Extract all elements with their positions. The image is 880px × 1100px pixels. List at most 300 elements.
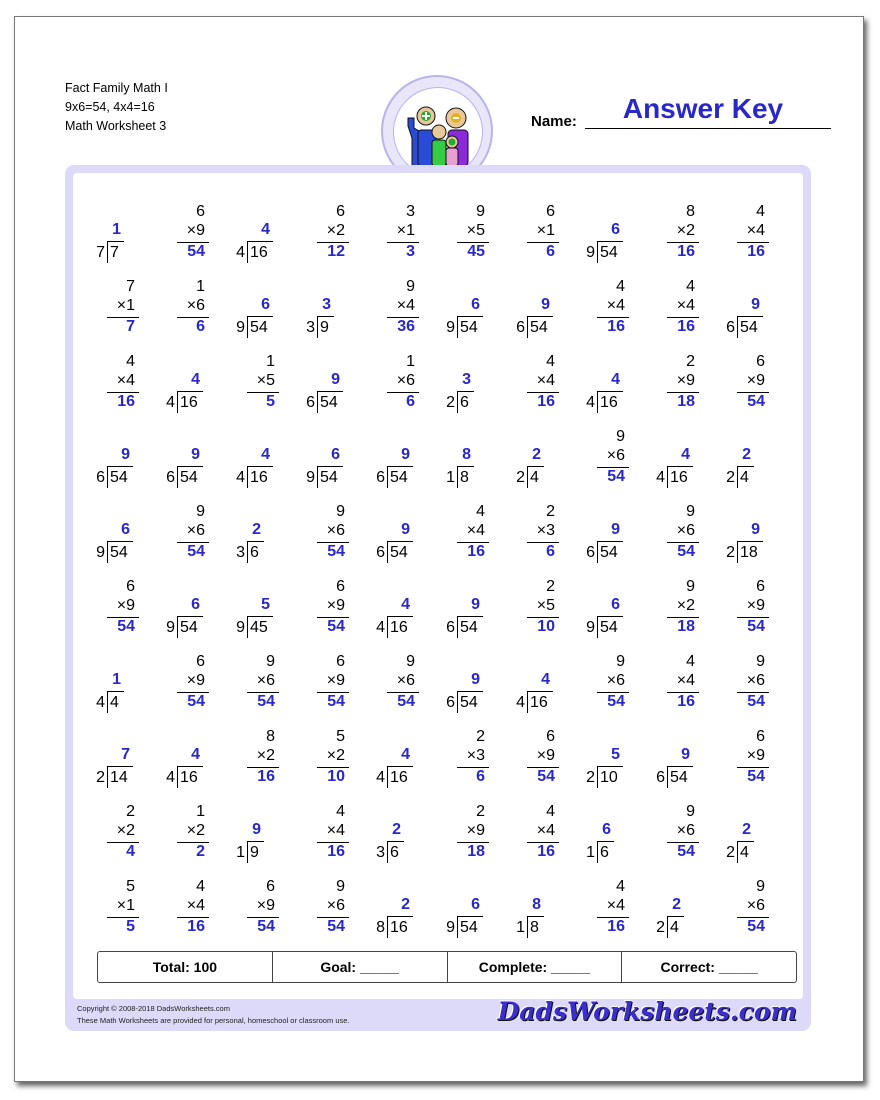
dividend: 54: [250, 319, 268, 336]
product-answer: 16: [677, 693, 695, 710]
factor-bottom-row: ×1: [116, 297, 135, 314]
dividend: 54: [180, 469, 198, 486]
division-bar: [387, 616, 413, 617]
division-bar: [177, 766, 203, 767]
multiplication-problem: [575, 876, 635, 946]
division-problem: [645, 876, 705, 946]
factor-bottom-row: ×9: [116, 597, 135, 614]
division-bracket: [457, 391, 458, 413]
factor-bottom: 9: [126, 597, 135, 614]
multiplication-problem: [435, 801, 495, 871]
divisor: 6: [166, 469, 175, 486]
dividend: 16: [390, 769, 408, 786]
division-bar: [107, 766, 133, 767]
division-problem: [365, 876, 425, 946]
quotient-answer: 9: [331, 371, 340, 388]
factor-bottom: 2: [336, 747, 345, 764]
factor-top: 6: [756, 353, 765, 370]
product-answer: 16: [677, 318, 695, 335]
factor-bottom: 6: [196, 522, 205, 539]
division-bracket: [737, 541, 738, 563]
division-bracket: [247, 616, 248, 638]
division-bar: [597, 241, 623, 242]
factor-top: 4: [686, 278, 695, 295]
factor-bottom: 6: [756, 897, 765, 914]
factor-bottom-row: ×9: [466, 822, 485, 839]
factor-top: 2: [686, 353, 695, 370]
factor-top: 4: [196, 878, 205, 895]
division-bar: [457, 391, 474, 392]
factor-bottom-row: ×2: [326, 747, 345, 764]
multiplication-problem: [435, 726, 495, 796]
divisor: 2: [726, 844, 735, 861]
multiplication-problem: [505, 726, 565, 796]
dividend: 4: [740, 844, 749, 861]
division-bar: [597, 766, 623, 767]
quotient-answer: 6: [611, 596, 620, 613]
division-bracket: [317, 391, 318, 413]
factor-top: 2: [476, 728, 485, 745]
division-bracket: [597, 541, 598, 563]
name-label: Name:: [531, 113, 577, 130]
division-bar: [597, 841, 614, 842]
correct-field[interactable]: Correct: _____: [660, 959, 758, 975]
product-answer: 10: [537, 618, 555, 635]
division-problem: [435, 576, 495, 646]
dividend: 54: [390, 469, 408, 486]
quotient-answer: 2: [532, 446, 541, 463]
factor-top: 9: [406, 653, 415, 670]
division-bracket: [107, 691, 108, 713]
factor-bottom: 4: [686, 672, 695, 689]
divisor: 9: [586, 619, 595, 636]
divisor: 3: [236, 544, 245, 561]
multiplication-problem: [435, 501, 495, 571]
dividend: 54: [460, 919, 478, 936]
division-bar: [177, 616, 203, 617]
quotient-answer: 4: [611, 371, 620, 388]
multiplication-problem: [295, 726, 355, 796]
problem-row: [73, 576, 803, 646]
multiplication-problem: [575, 276, 635, 346]
worksheet-title-block: [65, 79, 168, 136]
dividend: 54: [320, 394, 338, 411]
division-bar: [107, 241, 124, 242]
dividend: 54: [110, 544, 128, 561]
factor-bottom-row: ×6: [746, 897, 765, 914]
quotient-answer: 9: [401, 521, 410, 538]
product-answer: 16: [257, 768, 275, 785]
dividend: 4: [670, 919, 679, 936]
quotient-answer: 8: [462, 446, 471, 463]
divisor: 9: [96, 544, 105, 561]
multiplication-problem: [295, 651, 355, 721]
divisor: 4: [656, 469, 665, 486]
division-bar: [247, 316, 273, 317]
factor-bottom-row: ×3: [466, 747, 485, 764]
product-answer: 54: [747, 768, 765, 785]
divisor: 4: [236, 244, 245, 261]
multiplication-problem: [155, 501, 215, 571]
answer-key-label: Answer Key: [622, 93, 784, 124]
division-bracket: [527, 466, 528, 488]
product-answer: 54: [747, 918, 765, 935]
factor-top: 4: [616, 878, 625, 895]
factor-bottom: 2: [686, 222, 695, 239]
dividend: 54: [600, 619, 618, 636]
dadsworksheets-logo: DadsWorksheets.com: [497, 997, 797, 1026]
factor-bottom-row: ×9: [746, 747, 765, 764]
division-bracket: [457, 316, 458, 338]
factor-top: 9: [266, 653, 275, 670]
product-answer: 18: [467, 843, 485, 860]
factor-bottom: 9: [756, 372, 765, 389]
divisor: 3: [376, 844, 385, 861]
division-problem: [155, 726, 215, 796]
dividend: 9: [250, 844, 259, 861]
quotient-answer: 4: [191, 371, 200, 388]
factor-bottom: 1: [126, 297, 135, 314]
product-answer: 16: [607, 918, 625, 935]
multiplication-problem: [365, 201, 425, 271]
division-bar: [457, 916, 483, 917]
division-bar: [107, 691, 124, 692]
quotient-answer: 3: [322, 296, 331, 313]
division-problem: [365, 576, 425, 646]
multiplication-problem: [505, 201, 565, 271]
factor-top: 4: [126, 353, 135, 370]
division-bar: [527, 316, 553, 317]
product-answer: 16: [607, 318, 625, 335]
factor-bottom-row: ×4: [396, 297, 415, 314]
factor-bottom: 5: [266, 372, 275, 389]
factor-bottom: 5: [476, 222, 485, 239]
factor-bottom: 9: [336, 597, 345, 614]
factor-bottom-row: ×6: [326, 897, 345, 914]
division-bracket: [527, 916, 528, 938]
name-field[interactable]: [585, 128, 831, 129]
divisor: 4: [586, 394, 595, 411]
quotient-answer: 9: [751, 521, 760, 538]
division-problem: [715, 426, 775, 496]
factor-bottom-row: ×3: [536, 522, 555, 539]
division-bracket: [597, 391, 598, 413]
division-bracket: [317, 316, 318, 338]
product-answer: 10: [327, 768, 345, 785]
goal-field[interactable]: Goal: _____: [273, 952, 448, 982]
division-problem: [435, 651, 495, 721]
problem-row: [73, 876, 803, 946]
division-problem: [645, 426, 705, 496]
dividend: 14: [110, 769, 128, 786]
division-problem: [505, 276, 565, 346]
division-bar: [597, 541, 623, 542]
factor-top: 8: [266, 728, 275, 745]
factor-bottom-row: ×4: [116, 372, 135, 389]
divisor: 2: [586, 769, 595, 786]
multiplication-problem: [85, 276, 145, 346]
copyright-notice: [77, 1003, 350, 1027]
dividend: 54: [110, 469, 128, 486]
product-answer: 16: [327, 843, 345, 860]
division-bar: [457, 691, 483, 692]
dividend: 9: [320, 319, 329, 336]
quotient-answer: 4: [261, 221, 270, 238]
quotient-answer: 6: [261, 296, 270, 313]
quotient-answer: 9: [471, 671, 480, 688]
factor-top: 2: [546, 503, 555, 520]
multiplication-problem: [645, 501, 705, 571]
divisor: 9: [446, 919, 455, 936]
quotient-answer: 2: [672, 896, 681, 913]
multiplication-problem: [295, 576, 355, 646]
division-bracket: [527, 691, 528, 713]
factor-top: 5: [336, 728, 345, 745]
factor-bottom: 2: [126, 822, 135, 839]
quotient-answer: 9: [541, 296, 550, 313]
quotient-answer: 9: [121, 446, 130, 463]
factor-bottom-row: ×6: [746, 672, 765, 689]
divisor: 8: [376, 919, 385, 936]
multiplication-problem: [645, 576, 705, 646]
problem-row: [73, 351, 803, 421]
logo-inner-circle: [393, 87, 483, 177]
division-bracket: [457, 691, 458, 713]
factor-top: 9: [756, 653, 765, 670]
factor-top: 9: [406, 278, 415, 295]
divisor: 4: [236, 469, 245, 486]
problem-row: [73, 801, 803, 871]
multiplication-problem: [155, 651, 215, 721]
division-problem: [85, 426, 145, 496]
multiplication-problem: [715, 201, 775, 271]
factor-bottom: 2: [686, 597, 695, 614]
dividend: 54: [670, 769, 688, 786]
factor-top: 6: [196, 653, 205, 670]
division-problem: [435, 276, 495, 346]
factor-bottom-row: ×6: [186, 297, 205, 314]
division-problem: [365, 726, 425, 796]
factor-bottom: 4: [336, 822, 345, 839]
division-bracket: [737, 466, 738, 488]
division-bracket: [387, 466, 388, 488]
division-bracket: [247, 316, 248, 338]
divisor: 4: [516, 694, 525, 711]
complete-field[interactable]: Complete: _____: [448, 952, 623, 982]
division-problem: [365, 501, 425, 571]
quotient-answer: 6: [602, 821, 611, 838]
multiplication-problem: [85, 576, 145, 646]
factor-bottom-row: ×5: [536, 597, 555, 614]
factor-top: 6: [546, 728, 555, 745]
division-bar: [737, 541, 763, 542]
divisor: 6: [446, 619, 455, 636]
division-bar: [387, 466, 413, 467]
product-answer: 54: [327, 543, 345, 560]
division-bracket: [457, 466, 458, 488]
factor-bottom: 4: [686, 297, 695, 314]
quotient-answer: 2: [742, 821, 751, 838]
division-bar: [317, 391, 343, 392]
dividend: 54: [320, 469, 338, 486]
division-problem: [365, 426, 425, 496]
division-bracket: [387, 916, 388, 938]
divisor: 6: [586, 544, 595, 561]
quotient-answer: 9: [401, 446, 410, 463]
multiplication-problem: [225, 651, 285, 721]
divisor: 9: [446, 319, 455, 336]
factor-top: 6: [756, 578, 765, 595]
dividend: 16: [670, 469, 688, 486]
dividend: 16: [180, 769, 198, 786]
score-summary-bar: [97, 951, 797, 983]
division-bracket: [387, 616, 388, 638]
factor-top: 6: [336, 653, 345, 670]
factor-bottom: 9: [756, 597, 765, 614]
multiplication-problem: [295, 876, 355, 946]
usage-note: These Math Worksheets are provided for personal, homeschool or classroom use.: [77, 1016, 350, 1025]
division-bracket: [737, 841, 738, 863]
quotient-answer: 4: [401, 746, 410, 763]
dividend: 16: [390, 619, 408, 636]
factor-bottom: 6: [686, 822, 695, 839]
multiplication-problem: [435, 201, 495, 271]
multiplication-problem: [645, 801, 705, 871]
quotient-answer: 6: [611, 221, 620, 238]
factor-bottom-row: ×4: [536, 372, 555, 389]
division-problem: [365, 801, 425, 871]
division-bracket: [737, 316, 738, 338]
division-bracket: [177, 466, 178, 488]
factor-top: 2: [546, 578, 555, 595]
factor-bottom: 3: [546, 522, 555, 539]
factor-bottom: 6: [336, 522, 345, 539]
factor-top: 4: [616, 278, 625, 295]
product-answer: 54: [397, 693, 415, 710]
quotient-answer: 9: [611, 521, 620, 538]
factor-top: 9: [616, 428, 625, 445]
division-problem: [295, 351, 355, 421]
divisor: 7: [96, 244, 105, 261]
division-problem: [85, 726, 145, 796]
dividend: 54: [530, 319, 548, 336]
copyright-text: Copyright © 2008-2018 DadsWorksheets.com: [77, 1004, 230, 1013]
multiplication-problem: [225, 726, 285, 796]
division-problem: [155, 426, 215, 496]
division-bracket: [387, 766, 388, 788]
total-count: Total: 100: [98, 952, 273, 982]
factor-top: 1: [196, 803, 205, 820]
multiplication-problem: [715, 576, 775, 646]
dividend: 6: [460, 394, 469, 411]
factor-top: 9: [756, 878, 765, 895]
factor-bottom: 9: [546, 747, 555, 764]
factor-bottom-row: ×5: [256, 372, 275, 389]
dividend: 4: [110, 694, 119, 711]
product-answer: 5: [126, 918, 135, 935]
factor-bottom-row: ×9: [536, 747, 555, 764]
dividend: 54: [740, 319, 758, 336]
quotient-answer: 5: [261, 596, 270, 613]
division-bracket: [107, 541, 108, 563]
divisor: 3: [306, 319, 315, 336]
family-icon: [394, 88, 482, 176]
factor-bottom-row: ×4: [536, 822, 555, 839]
division-problem: [225, 426, 285, 496]
division-bar: [597, 391, 623, 392]
factor-bottom-row: ×4: [186, 897, 205, 914]
division-bracket: [597, 841, 598, 863]
quotient-answer: 7: [121, 746, 130, 763]
product-answer: 16: [467, 543, 485, 560]
quotient-answer: 6: [331, 446, 340, 463]
multiplication-problem: [295, 801, 355, 871]
division-problem: [85, 501, 145, 571]
product-answer: 4: [126, 843, 135, 860]
factor-top: 9: [336, 878, 345, 895]
division-problem: [575, 201, 635, 271]
division-bar: [317, 466, 343, 467]
factor-bottom-row: ×9: [676, 372, 695, 389]
product-answer: 6: [546, 543, 555, 560]
division-problem: [575, 351, 635, 421]
division-bracket: [247, 841, 248, 863]
problem-row: [73, 426, 803, 496]
factor-bottom-row: ×4: [326, 822, 345, 839]
division-bar: [247, 466, 273, 467]
division-bar: [317, 316, 334, 317]
factor-bottom: 9: [266, 897, 275, 914]
factor-top: 6: [336, 203, 345, 220]
product-answer: 5: [266, 393, 275, 410]
division-problem: [575, 576, 635, 646]
factor-bottom: 2: [196, 822, 205, 839]
factor-bottom: 4: [126, 372, 135, 389]
dividend: 54: [600, 244, 618, 261]
factor-top: 4: [476, 503, 485, 520]
factor-bottom-row: ×4: [676, 297, 695, 314]
factor-bottom-row: ×9: [326, 597, 345, 614]
multiplication-problem: [295, 501, 355, 571]
multiplication-problem: [365, 651, 425, 721]
division-bracket: [667, 766, 668, 788]
multiplication-problem: [225, 351, 285, 421]
factor-bottom: 2: [336, 222, 345, 239]
division-bracket: [597, 766, 598, 788]
dividend: 54: [390, 544, 408, 561]
division-problem: [295, 426, 355, 496]
product-answer: 54: [607, 468, 625, 485]
factor-bottom: 6: [336, 897, 345, 914]
quotient-answer: 6: [191, 596, 200, 613]
quotient-answer: 3: [462, 371, 471, 388]
division-bar: [527, 916, 544, 917]
dividend: 6: [600, 844, 609, 861]
product-answer: 54: [537, 768, 555, 785]
division-bracket: [597, 616, 598, 638]
divisor: 4: [376, 769, 385, 786]
factor-bottom-row: ×6: [606, 672, 625, 689]
dividend: 8: [530, 919, 539, 936]
quotient-answer: 9: [751, 296, 760, 313]
quotient-answer: 4: [401, 596, 410, 613]
divisor: 1: [586, 844, 595, 861]
factor-bottom-row: ×2: [676, 597, 695, 614]
multiplication-problem: [505, 576, 565, 646]
product-answer: 12: [327, 243, 345, 260]
factor-bottom-row: ×6: [676, 822, 695, 839]
multiplication-problem: [715, 726, 775, 796]
